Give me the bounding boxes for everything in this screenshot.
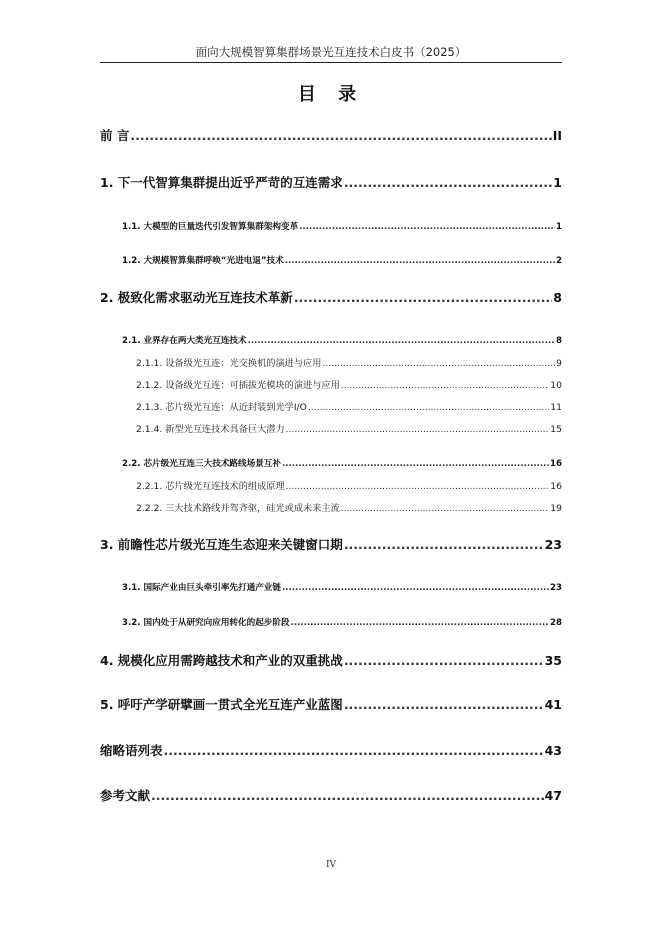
- toc-entry-page: 1: [556, 222, 562, 232]
- toc-entry-section-3-1[interactable]: [122, 581, 562, 593]
- toc-leader-dots: [164, 743, 544, 758]
- toc-leader-dots: [299, 222, 555, 232]
- toc-entry-label: 前 言: [100, 128, 130, 143]
- toc-leader-dots: [248, 336, 555, 346]
- toc-entry-label: 3.2. 国内处于从研究向应用转化的起步阶段: [122, 618, 290, 628]
- toc-entry-label: 2. 极致化需求驱动光互连技术革新: [100, 290, 293, 305]
- toc-entry-references[interactable]: [100, 786, 562, 804]
- toc-leader-dots: [341, 503, 550, 514]
- toc-leader-dots: [130, 128, 551, 143]
- toc-entry-label: 2.2.1. 芯片级光互连技术的组成原理: [136, 481, 285, 492]
- toc-leader-dots: [308, 402, 549, 413]
- toc-entry-section-1-2[interactable]: [122, 254, 562, 266]
- toc-entry-label: 2.1.1. 设备级光互连：光交换机的演进与应用: [136, 358, 322, 369]
- toc-leader-dots: [286, 424, 550, 435]
- toc-entry-subsection-2-1-1[interactable]: [136, 355, 562, 369]
- toc-entry-page: 23: [550, 583, 562, 593]
- toc-entry-abbreviations[interactable]: [100, 741, 562, 759]
- toc-entry-label: 3. 前瞻性芯片级光互连生态迎来关键窗口期: [100, 537, 343, 552]
- toc-entry-subsection-2-1-4[interactable]: [136, 421, 562, 435]
- toc-entry-page: 16: [550, 481, 562, 492]
- toc-entry-page: 15: [550, 424, 562, 435]
- toc-entry-page: 11: [550, 402, 562, 413]
- toc-leader-dots: [291, 618, 549, 628]
- toc-entry-page: 1: [553, 175, 562, 190]
- toc-entry-chapter-4[interactable]: [100, 651, 562, 669]
- toc-leader-dots: [344, 697, 544, 712]
- toc-entry-label: 4. 规模化应用需跨越技术和产业的双重挑战: [100, 653, 343, 668]
- toc-entry-page: 8: [553, 290, 562, 305]
- toc-entry-label: 2.1. 业界存在两大类光互连技术: [122, 336, 247, 346]
- toc-leader-dots: [344, 175, 552, 190]
- toc-entry-chapter-3[interactable]: [100, 535, 562, 553]
- toc-entry-section-3-2[interactable]: [122, 616, 562, 628]
- toc-entry-label: 1. 下一代智算集群提出近乎严苛的互连需求: [100, 175, 343, 190]
- toc-entry-subsection-2-2-1[interactable]: [136, 478, 562, 492]
- toc-entry-page: 8: [556, 336, 562, 346]
- toc-entry-subsection-2-1-2[interactable]: [136, 377, 562, 391]
- toc-entry-section-2-1[interactable]: [122, 334, 562, 346]
- toc-entry-page: 41: [544, 697, 562, 712]
- toc-entry-label: 2.1.4. 新型光互连技术具备巨大潜力: [136, 424, 285, 435]
- toc-entry-chapter-1[interactable]: [100, 173, 562, 191]
- toc-entry-page: 2: [556, 256, 562, 266]
- toc-entry-label: 缩略语列表: [100, 743, 163, 758]
- toc-entry-label: 2.1.3. 芯片级光互连：从近封装到光学I/O: [136, 402, 307, 413]
- toc-entry-section-2-2[interactable]: [122, 457, 562, 469]
- toc-leader-dots: [282, 583, 549, 593]
- toc-entry-page: 47: [544, 788, 562, 803]
- toc-entry-label: 2.2. 芯片级光互连三大技术路线场景互补: [122, 459, 281, 469]
- toc-entry-page: 16: [550, 459, 562, 469]
- toc-entry-chapter-2[interactable]: [100, 288, 562, 306]
- toc-leader-dots: [285, 256, 555, 266]
- toc-leader-dots: [344, 537, 544, 552]
- toc-entry-subsection-2-1-3[interactable]: [136, 399, 562, 413]
- toc-entry-page: 35: [544, 653, 562, 668]
- toc-entry-preface[interactable]: [100, 126, 562, 144]
- toc-entry-page: 9: [556, 358, 562, 369]
- toc-entry-section-1-1[interactable]: [122, 220, 562, 232]
- toc-leader-dots: [282, 459, 549, 469]
- toc-entry-subsection-2-2-2[interactable]: [136, 500, 562, 514]
- toc-leader-dots: [294, 290, 552, 305]
- document-header-title: 面向大规模智算集群场景光互连技术白皮书（2025）: [195, 45, 467, 59]
- toc-entry-label: 3.1. 国际产业由巨头牵引率先打通产业链: [122, 583, 281, 593]
- toc-entry-page: 19: [550, 503, 562, 514]
- header-rule: [100, 62, 562, 63]
- toc-title: 目 录: [297, 84, 365, 105]
- toc-entry-page: 28: [550, 618, 562, 628]
- toc-leader-dots: [344, 653, 544, 668]
- toc-entry-label: 参考文献: [100, 788, 151, 803]
- toc-entry-label: 1.1. 大模型的巨量迭代引发智算集群架构变革: [122, 222, 299, 232]
- toc-entry-page: 10: [550, 380, 562, 391]
- toc-entry-page: 43: [544, 743, 562, 758]
- toc-entry-label: 2.2.2. 三大技术路线并驾齐驱，硅光或成未来主流: [136, 503, 340, 514]
- toc-entry-page: 23: [544, 537, 562, 552]
- toc-entry-label: 2.1.2. 设备级光互连：可插拔光模块的演进与应用: [136, 380, 340, 391]
- toc-leader-dots: [341, 380, 550, 391]
- toc-entry-chapter-5[interactable]: [100, 695, 562, 713]
- toc-leader-dots: [322, 358, 555, 369]
- toc-leader-dots: [151, 788, 544, 803]
- page-number: IV: [325, 860, 337, 870]
- toc-entry-page: II: [552, 128, 562, 143]
- toc-leader-dots: [286, 481, 550, 492]
- toc-entry-label: 5. 呼吁产学研擘画一贯式全光互连产业蓝图: [100, 697, 343, 712]
- toc-entry-label: 1.2. 大规模智算集群呼唤“光进电退”技术: [122, 256, 284, 266]
